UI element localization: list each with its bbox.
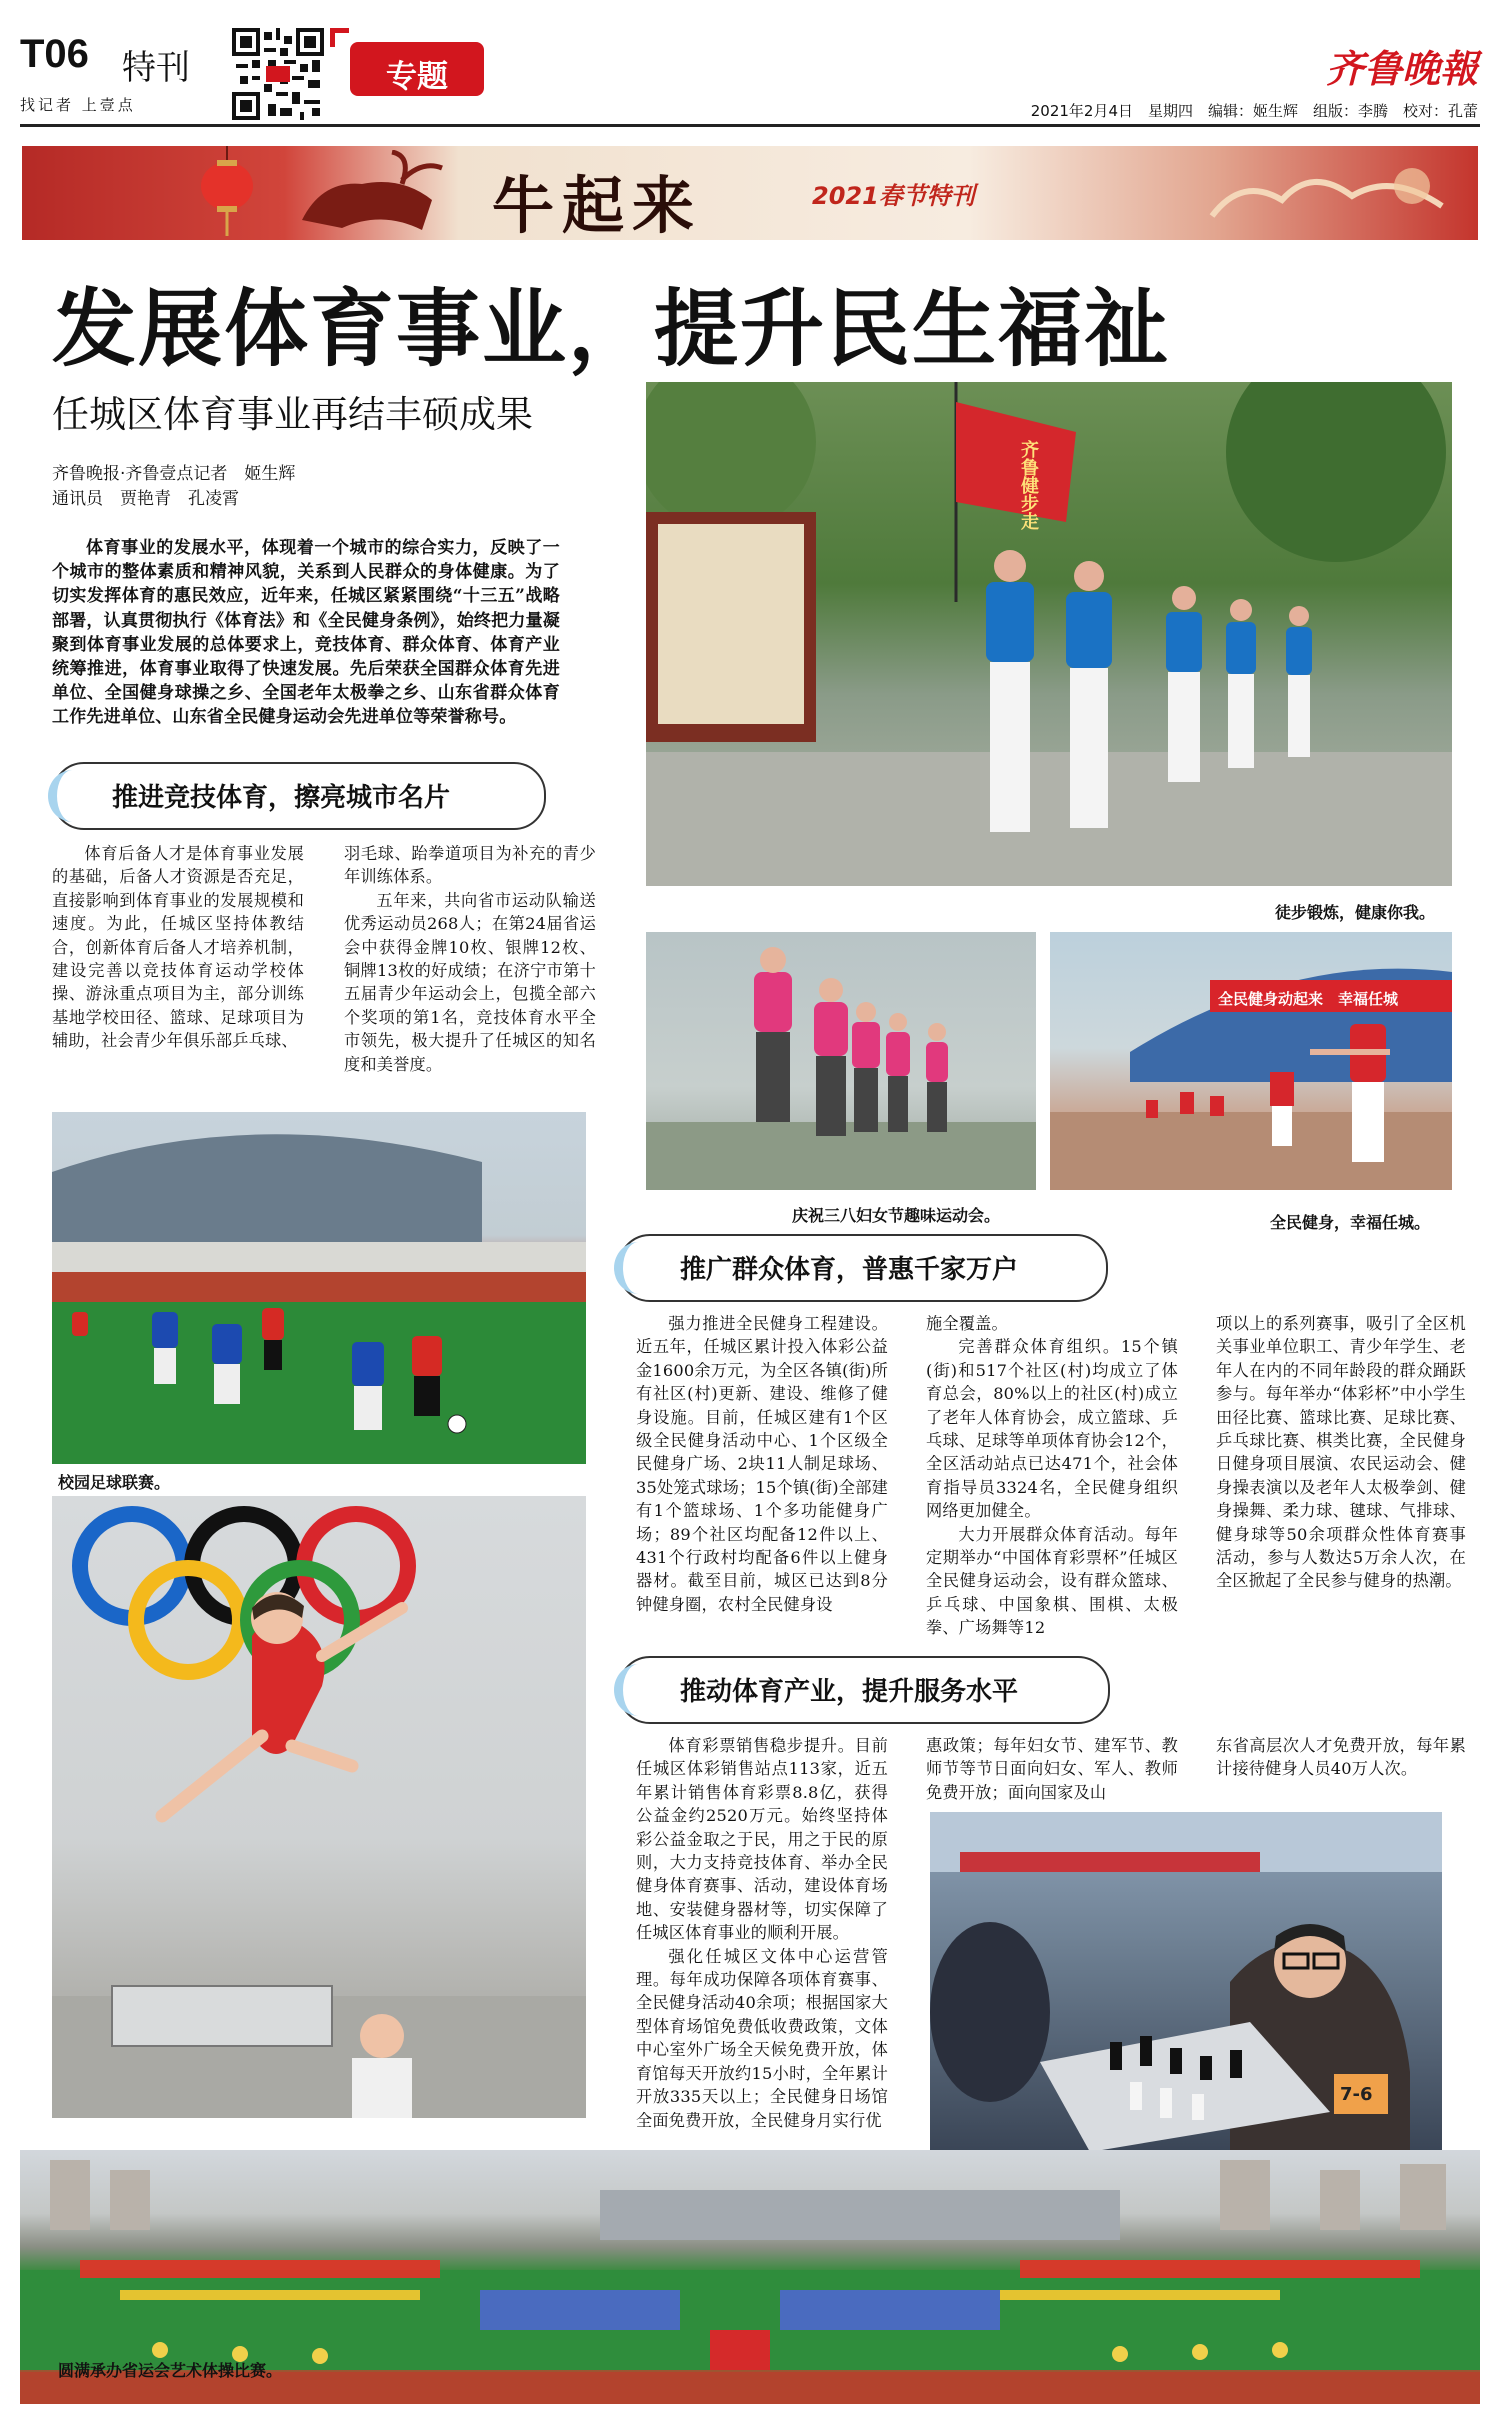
section3-col3 — [1216, 1734, 1466, 1781]
topic-tag-frame — [330, 28, 349, 47]
flag-text: 齐鲁健步走 — [1018, 440, 1039, 530]
section2-col3-text: 项以上的系列赛事，吸引了全区机关事业单位职工、青少年学生、老年人在内的不同年龄段的群众踊跃参与。每年举办“体彩杯”中小学生田径比赛、篮球比赛、足球比赛、乒乓球比赛、棋类比赛，全民健身日健身项目展演、农民运动会、健身操表演以及老年人太极拳剑、健身操舞、柔力球、毽球、气排球、健身球等50余项群众性体育赛事活动，参与人数达5万余人次，在全区掀起了全民参与健身的热潮。 — [1216, 1314, 1466, 1591]
walk-scene — [646, 382, 1452, 886]
lead-text: 体育事业的发展水平，体现着一个城市的综合实力，反映了一个城市的整体素质和精神风貌，关系到人民群众的身体健康。为了切实发挥体育的惠民效应，近年来，任城区紧紧围绕“十三五”战略部署，认真贯彻执行《体育法》和《全民健身条例》，始终把力量凝聚到体育事业发展的总体要求上，竞技体育、群众体育、体育产业统筹推进，体育事业取得了快速发展。先后荣获全国群众体育先进单位、全国健身球操之乡、全国老年太极拳之乡、山东省群众体育工作先进单位、山东省全民健身运动会先进单位等荣誉称号。 — [52, 538, 560, 728]
section3-col1-text: 体育彩票销售稳步提升。目前任城区体彩销售站点113家，近五年累计销售体育彩票8.8亿，获得公益金约2520万元。始终坚持体彩公益金取之于民，用之于民的原则，大力支持竞技体育、举办全民健身体育赛事、活动，建设体育场地、安装健身器材等，切实保障了任城区体育事业的顺利开展。 — [636, 1736, 888, 1943]
photo-chess — [930, 1812, 1442, 2152]
section2-arc — [614, 1242, 663, 1294]
byline-reporter: 齐鲁晚报·齐鲁壹点记者 姬生辉 — [52, 464, 296, 484]
section1-title: 推进竞技体育，擦亮城市名片 — [112, 783, 451, 813]
football-scene — [52, 1112, 586, 1464]
section1-col1 — [52, 842, 304, 1053]
banner-title: 牛起来 — [492, 169, 703, 240]
section3-col2 — [926, 1734, 1178, 1804]
lead-paragraph — [52, 536, 560, 730]
section2-header — [618, 1234, 1108, 1302]
gymnast-scene — [52, 1496, 586, 2118]
section2-title: 推广群众体育，普惠千家万户 — [680, 1255, 1019, 1285]
page-number: T06 — [20, 32, 89, 76]
banner-subtitle: 2021春节特刊 — [812, 182, 975, 210]
issue-meta: 2021年2月4日 星期四 编辑：姬生辉 组版：李腾 校对：孔蕾 — [1030, 102, 1478, 120]
caption-stadium: 圆满承办省运会艺术体操比赛。 — [58, 2361, 283, 2380]
section1-arc — [48, 770, 97, 822]
section3-col1-text2: 强化任城区文体中心运营管理。每年成功保障各项体育赛事、全民健身活动40余项；根据国家大型体育场馆免费低收费政策，文体中心室外广场全天候免费开放，体育馆每天开放约15小时，全年累计开放335天以上；全民健身日场馆全面免费开放，全民健身月实行优 — [636, 1946, 888, 2130]
ox-icon — [282, 150, 452, 238]
cloud-ornament-icon — [1202, 156, 1462, 236]
section-name: 特刊 — [122, 48, 190, 88]
section2-col1 — [636, 1312, 888, 1616]
topic-tag-label: 专题 — [386, 59, 448, 95]
caption-walk: 徒步锻炼，健康你我。 — [1275, 903, 1436, 922]
caption-football: 校园足球联赛。 — [58, 1470, 170, 1493]
headline: 发展体育事业，提升民生福祉 — [52, 280, 1171, 378]
byline-correspondents: 通讯员 贾艳青 孔凌霄 — [52, 489, 239, 509]
section1-header — [52, 762, 546, 830]
qr-code-icon[interactable] — [232, 28, 324, 120]
byline — [52, 462, 295, 512]
section3-col2-text: 惠政策；每年妇女节、建军节、教师节等节日面向妇女、军人、教师免费开放；面向国家及山 — [926, 1736, 1178, 1802]
chess-table-card: 7-6 — [1340, 2084, 1373, 2105]
caption-women: 庆祝三八妇女节趣味运动会。 — [792, 1206, 1001, 1225]
photo-gymnast — [52, 1496, 586, 2118]
section3-header — [618, 1656, 1110, 1724]
lantern-icon — [192, 146, 262, 240]
caption-fitness: 全民健身，幸福任城。 — [1270, 1213, 1431, 1232]
section2-col2-text2: 大力开展群众体育活动。每年定期举办“中国体育彩票杯”任城区全民健身运动会，设有群众篮球、乒乓球、中国象棋、围棋、太极拳、广场舞等12 — [926, 1524, 1178, 1638]
section3-col1 — [636, 1734, 888, 2132]
section1-col2 — [344, 842, 596, 1076]
women-scene — [646, 932, 1036, 1190]
section1-col2-cont: 羽毛球、跆拳道项目为补充的青少年训练体系。 — [344, 844, 596, 887]
masthead-rule — [20, 124, 1480, 127]
topic-tag — [350, 42, 484, 96]
section2-col2-text: 完善群众体育组织。15个镇(街)和517个社区(村)均成立了体育总会，80%以上的社区(村)成立了老年人体育协会，成立篮球、乒乓球、足球等单项体育协会12个，全区活动站点已达471个，社会体育指导员3324名，全民健身组织网络更加健全。 — [926, 1337, 1178, 1521]
fitness-scene — [1050, 932, 1452, 1190]
masthead — [0, 0, 1500, 130]
section2-col2-cont: 施全覆盖。 — [926, 1314, 1008, 1333]
fitness-banner-text: 全民健身动起来 幸福任城 — [1218, 990, 1399, 1008]
section1-col1-text: 体育后备人才是体育事业发展的基础，后备人才资源是否充足，直接影响到体育事业的发展规模和速度。为此，任城区坚持体教结合，创新体育后备人才培养机制，建设完善以竞技体育运动学校体操、游泳重点项目为主，部分训练基地学校田径、篮球、足球项目为辅助，社会青少年俱乐部乒乓球、 — [52, 844, 304, 1051]
section3-title: 推动体育产业，提升服务水平 — [680, 1677, 1019, 1707]
section3-arc — [614, 1664, 663, 1716]
section2-col3 — [1216, 1312, 1466, 1593]
spring-banner — [22, 146, 1478, 240]
section1-col2-text: 五年来，共向省市运动队输送优秀运动员268人；在第24届省运会中获得金牌10枚、银牌12枚、铜牌13枚的好成绩；在济宁市第十五届青少年运动会上，包揽全部六个奖项的第1名，竞技体育水平全市领先，极大提升了任城区的知名度和美誉度。 — [344, 890, 596, 1074]
subheadline: 任城区体育事业再结丰硕成果 — [52, 393, 533, 436]
photo-women — [646, 932, 1036, 1190]
section2-col1-text: 强力推进全民健身工程建设。近五年，任城区累计投入体彩公益金1600余万元，为全区各镇(街)所有社区(村)更新、建设、维修了健身设施。目前，任城区建有1个区级全民健身活动中心、1个区级全民健身广场、2块11人制足球场、35处笼式球场；15个镇(街)全部建有1个篮球场、1个多功能健身广场；89个社区均配备12件以上、431个行政村均配备6件以上健身器材。截至目前，城区已达到8分钟健身圈，农村全民健身设 — [636, 1314, 888, 1614]
section2-col2 — [926, 1312, 1178, 1640]
photo-walk — [646, 382, 1452, 886]
slogan: 找记者 上壹点 — [20, 96, 136, 114]
paper-logo: 齐鲁晚報 — [1325, 46, 1478, 91]
photo-fitness — [1050, 932, 1452, 1190]
section3-col3-text: 东省高层次人才免费开放，每年累计接待健身人员40万人次。 — [1216, 1736, 1466, 1779]
photo-football — [52, 1112, 586, 1464]
